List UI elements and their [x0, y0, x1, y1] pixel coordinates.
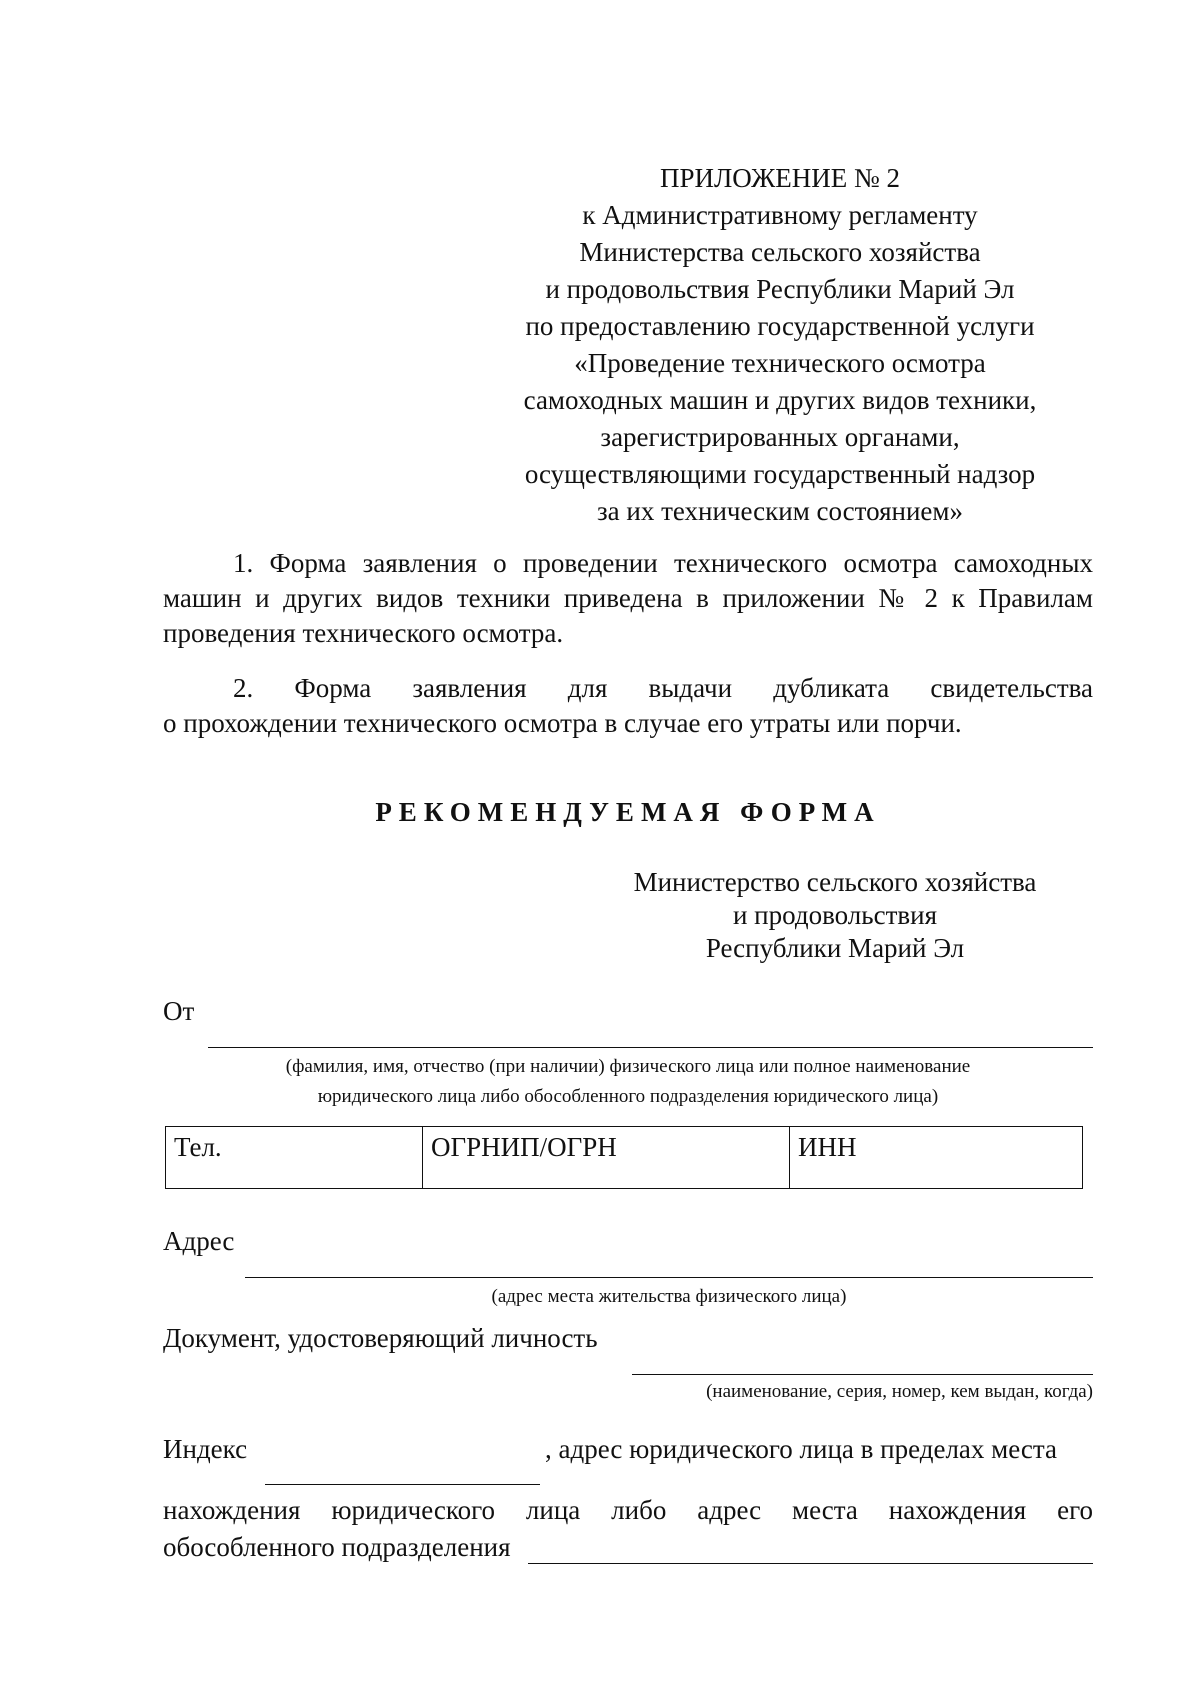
id-document-input-line[interactable]: [632, 1374, 1093, 1375]
from-caption-line-2: юридического лица либо обособленного подразделения юридического лица): [317, 1086, 939, 1107]
appendix-header: [480, 160, 1080, 530]
address-label: Адрес: [163, 1226, 235, 1256]
address-caption: (адрес места жительства физического лица): [491, 1286, 847, 1307]
ogrn-cell[interactable]: ОГРНИП/ОГРН: [423, 1127, 790, 1189]
appendix-line: к Административному регламенту: [582, 200, 978, 230]
appendix-line: за их техническим состоянием»: [596, 496, 963, 526]
legal-address-text: , адрес юридического лица в пределах места: [545, 1434, 1057, 1464]
location-paragraph: [163, 1493, 1093, 1528]
paragraph-1-line-1: 1. Форма заявления о проведении технического осмотра самоходных: [233, 548, 1093, 578]
appendix-line: осуществляющими государственный надзор: [524, 459, 1036, 489]
addressee-block: [610, 866, 1060, 965]
phone-cell[interactable]: Тел.: [166, 1127, 423, 1189]
appendix-line: по предоставлению государственной услуги: [525, 311, 1035, 341]
addressee-line: Министерство сельского хозяйства: [633, 867, 1037, 897]
addressee-line: и продовольствия: [732, 900, 937, 930]
appendix-line: зарегистрированных органами,: [600, 422, 960, 452]
appendix-line: Министерства сельского хозяйства: [579, 237, 981, 267]
from-caption-line-1: (фамилия, имя, отчество (при наличии) физического лица или полное наименование: [285, 1056, 971, 1077]
paragraph-1-line-2: машин и других видов техники приведена в приложении № 2 к Правилам: [163, 583, 1093, 613]
paragraph-1: [163, 546, 1093, 651]
addressee-line: Республики Марий Эл: [705, 933, 965, 963]
id-document-label: Документ, удостоверяющий личность: [163, 1323, 598, 1353]
index-input-line[interactable]: [265, 1484, 540, 1485]
paragraph-2-line-1: 2. Форма заявления для выдачи дубликата свидетельства: [233, 673, 1093, 703]
form-heading: РЕКОМЕНДУЕМАЯ ФОРМА: [375, 797, 881, 827]
requisites-table: [165, 1126, 1083, 1189]
table-row: [166, 1127, 1083, 1189]
paragraph-2-line-2: о прохождении технического осмотра в случае его утраты или порчи.: [163, 708, 962, 738]
appendix-title: ПРИЛОЖЕНИЕ № 2: [659, 163, 901, 193]
address-input-line[interactable]: [245, 1277, 1093, 1278]
id-document-caption: (наименование, серия, номер, кем выдан, когда): [706, 1381, 1093, 1402]
from-input-line[interactable]: [208, 1047, 1093, 1048]
appendix-line: самоходных машин и других видов техники,: [523, 385, 1037, 415]
branch-input-line[interactable]: [528, 1563, 1093, 1564]
paragraph-1-line-3: проведения технического осмотра.: [163, 618, 564, 648]
index-label: Индекс: [163, 1434, 248, 1464]
paragraph-2: [163, 671, 1093, 741]
branch-label: обособленного подразделения: [163, 1532, 511, 1562]
appendix-line: и продовольствия Республики Марий Эл: [545, 274, 1015, 304]
inn-cell[interactable]: ИНН: [790, 1127, 1083, 1189]
from-label: От: [163, 996, 195, 1026]
location-line: нахождения юридического лица либо адрес места нахождения его: [163, 1495, 1093, 1525]
appendix-line: «Проведение технического осмотра: [574, 348, 986, 378]
